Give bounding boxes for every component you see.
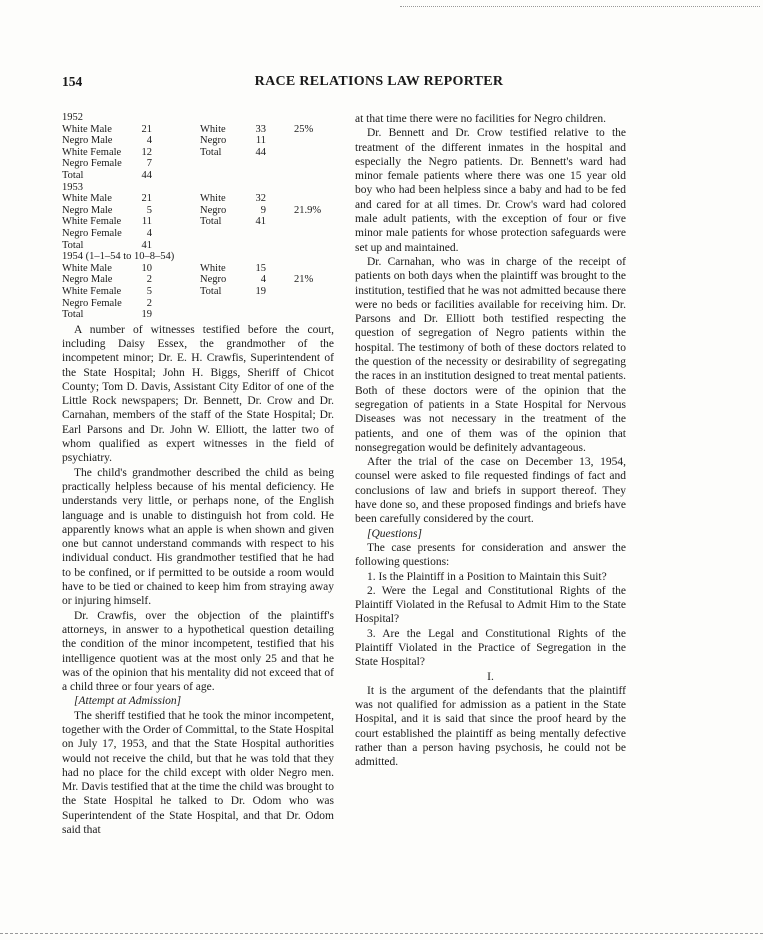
stats-label: Total — [62, 169, 84, 181]
stats-label2: White — [200, 193, 226, 205]
body-paragraph: Dr. Crawfis, over the objection of the plaintiff's attorneys, in answer to a hypothetical question detailing the condition of the minor incompetent, testified that his intelligence quotient was at the most only 25 and that he was of the opinion that his mentality did not exceed that of a child three or four years of age. — [62, 609, 334, 694]
body-paragraph: Dr. Carnahan, who was in charge of the receipt of patients on both days when the plaintiff was brought to the institution, testified that he was not admitted because there were no beds or facilities available for receiving him. Dr. Parsons and Dr. Elliott both testified respecting the question of segregation of Negro patients within the hospital. The testimony of both of these doctors related to the question of the necessity or desirability of segregating the races in an institution designed to treat mental patients. Both of these doctors were of the opinion that the segregation of patients in a State Hospital for Nervous Diseases was not necessary in the treatment of the patients, and one of them was of the opinion that nonsegregation would be definitely advantageous. — [355, 255, 626, 454]
stats-count2: 4 — [260, 274, 266, 286]
stats-label: Total — [62, 239, 84, 251]
stats-count: 4 — [146, 227, 152, 239]
page-header — [62, 74, 696, 94]
left-column — [62, 112, 334, 837]
stats-pct: 21% — [294, 274, 314, 286]
body-paragraph: The child's grandmother described the child as being practically helpless because of his mental deficiency. He understands very little, or perhaps none, of the English language and is unable to distinguish hot from cold. He apparently knows what an apple is when shown and given one but cannot understand commands with respect to his individual conduct. His grandmother testified that he had to be confined, or if permitted to be outside a room would have to be tied or chained to keep him from straying away or injuring himself. — [62, 466, 334, 608]
stats-row — [62, 135, 334, 147]
stats-row — [62, 216, 334, 228]
top-edge-rule — [400, 6, 760, 7]
stats-count: 19 — [141, 309, 152, 321]
running-head: RACE RELATIONS LAW REPORTER — [254, 74, 504, 89]
stats-row — [62, 309, 334, 321]
stats-row — [62, 263, 334, 275]
stats-pct: 21.9% — [294, 204, 322, 216]
stats-count2: 41 — [255, 216, 266, 228]
page-number: 154 — [62, 74, 83, 89]
stats-label2: Negro — [200, 274, 227, 286]
section-number: I. — [487, 670, 494, 683]
stats-label: Negro Male — [62, 204, 113, 216]
stats-count: 2 — [146, 297, 152, 309]
stats-row — [62, 193, 334, 205]
question-item: 1. Is the Plaintiff in a Position to Maintain this Suit? — [367, 570, 607, 583]
body-paragraph: A number of witnesses testified before the court, including Daisy Essex, the grandmother of the incompetent minor; Dr. E. H. Crawfis, Superintendent of the State Hospital; John H. Biggs, Sheriff of Chicot County; Tom D. Davis, Assistant City Editor of one of the Little Rock newspapers; Dr. Bennett, Dr. Crow and Dr. Carnahan, members of the staff of the State Hospital; Dr. Earl Parsons and Dr. John W. Elliott, the latter two of whom qualified as expert witnesses in the field of psychiatry. — [62, 323, 334, 465]
stats-label2: White — [200, 123, 226, 135]
stats-count: 41 — [141, 239, 152, 251]
stats-row — [62, 170, 334, 182]
stats-label: White Female — [62, 216, 122, 228]
stats-count: 44 — [141, 169, 152, 181]
question-item: 2. Were the Legal and Constitutional Rights of the Plaintiff Violated in the Refusal to Admit Him to the State Hospital? — [355, 584, 626, 626]
stats-count2: 44 — [255, 146, 266, 158]
stats-label: White Male — [62, 262, 112, 274]
stats-count: 2 — [146, 274, 152, 286]
body-paragraph: at that time there were no facilities for Negro children. — [355, 113, 606, 125]
stats-year: 1953 — [62, 181, 83, 193]
body-paragraph: It is the argument of the defendants that the plaintiff was not qualified for admission as a patient in the State Hospital, and it is said that since the proof heard by the court established the plaintiff as being mentally defective rather than a person having psychosis, he could not be admitted. — [355, 684, 626, 769]
stats-row — [62, 286, 334, 298]
stats-count: 10 — [141, 262, 152, 274]
stats-count2: 11 — [255, 135, 266, 147]
stats-count: 11 — [141, 216, 152, 228]
stats-count2: 15 — [255, 262, 266, 274]
stats-row — [62, 147, 334, 159]
admission-stats-table — [62, 112, 334, 321]
stats-label2: Negro — [200, 204, 227, 216]
stats-row — [62, 158, 334, 170]
question-item: 3. Are the Legal and Constitutional Rights of the Plaintiff Violated in the Practice of Segregation in the State Hospital? — [355, 627, 626, 669]
stats-year: 1952 — [62, 112, 83, 123]
stats-label2: Negro — [200, 135, 227, 147]
stats-label2: Total — [200, 285, 222, 297]
stats-label: Negro Male — [62, 135, 113, 147]
body-paragraph: Dr. Bennett and Dr. Crow testified relative to the treatment of the different inmates in the hospital and especially the Negro patients. Dr. Bennett's ward had minor female patients where there was one 15 year old boy who had been helpless since a baby and had to be fed and cared for at all times. Dr. Crow's ward had colored male adult patients, with the exception of four or five minor male patients for whose protection safeguards were set up and maintained. — [355, 127, 626, 254]
section-subhead: [Questions] — [367, 527, 422, 540]
stats-label: Negro Female — [62, 227, 122, 239]
stats-label: White Male — [62, 123, 112, 135]
stats-label: Negro Male — [62, 274, 113, 286]
stats-count: 4 — [146, 135, 152, 147]
right-column — [355, 112, 626, 770]
stats-count: 21 — [141, 123, 152, 135]
body-paragraph: The case presents for consideration and answer the following questions: — [355, 541, 626, 569]
stats-row — [62, 298, 334, 310]
stats-year: 1954 (1–1–54 to 10–8–54) — [62, 251, 175, 263]
stats-label: Negro Female — [62, 297, 122, 309]
stats-label: White Male — [62, 193, 112, 205]
stats-count: 21 — [141, 193, 152, 205]
stats-count2: 33 — [255, 123, 266, 135]
stats-pct: 25% — [294, 123, 314, 135]
stats-count: 5 — [146, 204, 152, 216]
stats-count: 12 — [141, 146, 152, 158]
stats-row — [62, 228, 334, 240]
stats-row — [62, 205, 334, 217]
stats-label: White Female — [62, 146, 122, 158]
stats-label2: Total — [200, 146, 222, 158]
stats-count: 5 — [146, 285, 152, 297]
stats-label: White Female — [62, 285, 122, 297]
stats-row — [62, 124, 334, 136]
stats-label: Total — [62, 309, 84, 321]
bottom-edge-rule — [0, 933, 763, 934]
stats-count2: 9 — [260, 204, 266, 216]
stats-count2: 32 — [255, 193, 266, 205]
body-paragraph: The sheriff testified that he took the minor incompetent, together with the Order of Committal, to the State Hospital on July 17, 1953, and that the State Hospital authorities would not receive the child, but that he was told that they had no place for the child except with older Negro men. Mr. Davis testified that at the time the child was brought to the State Hospital he talked to Dr. Odom who was Superintendent of the State Hospital, and that Dr. Odom said that — [62, 709, 334, 837]
stats-count2: 19 — [255, 285, 266, 297]
stats-row — [62, 240, 334, 252]
stats-label2: White — [200, 262, 226, 274]
body-paragraph: After the trial of the case on December 13, 1954, counsel were asked to file requested findings of fact and conclusions of law and briefs in support thereof. They have done so, and these proposed findings and briefs have been carefully considered by the court. — [355, 456, 626, 526]
stats-row — [62, 274, 334, 286]
stats-label2: Total — [200, 216, 222, 228]
section-subhead: [Attempt at Admission] — [74, 695, 182, 708]
stats-count: 7 — [146, 158, 152, 170]
stats-label: Negro Female — [62, 158, 122, 170]
